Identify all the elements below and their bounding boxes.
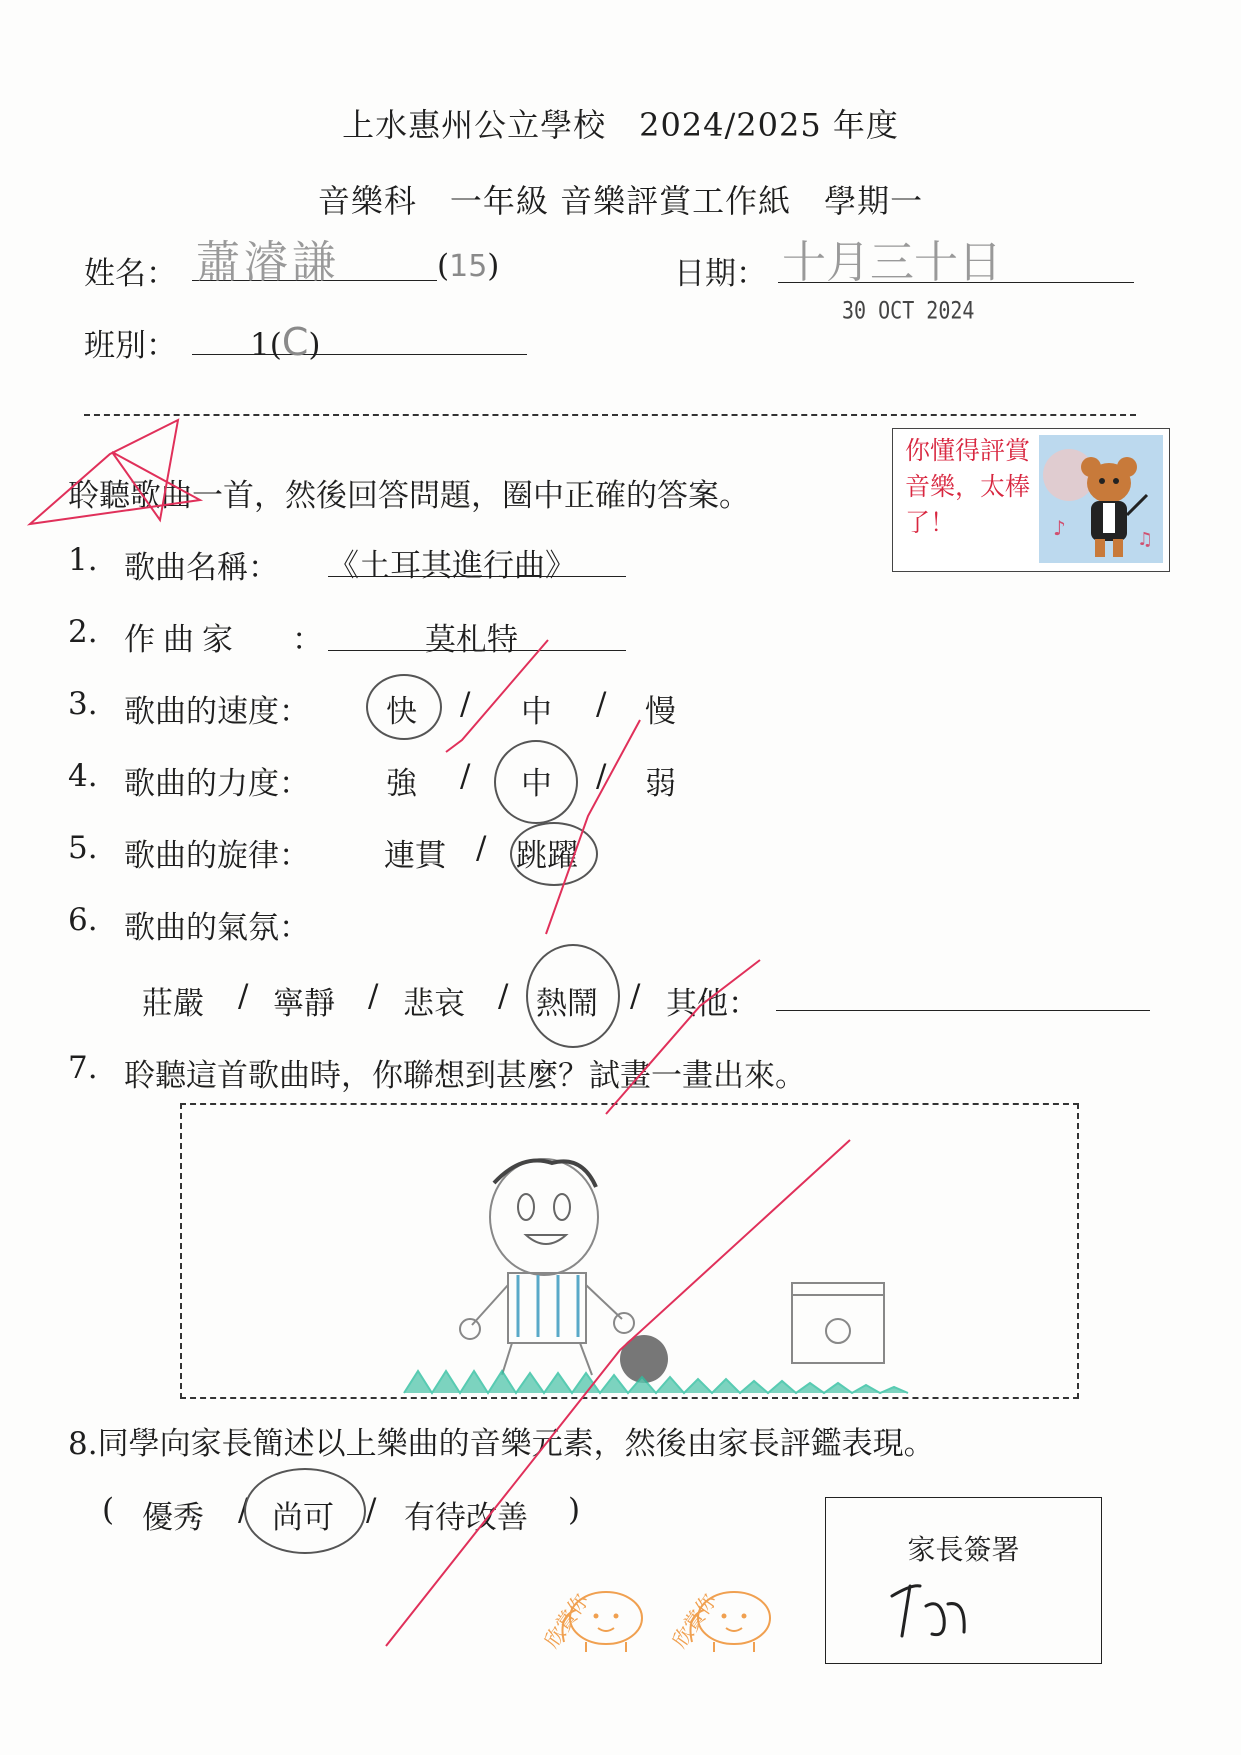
q6-slash: / <box>368 978 379 1014</box>
q3-number: 3. <box>68 686 98 722</box>
q6-slash: / <box>630 978 641 1014</box>
q5-option-smooth: 連貫 <box>384 838 446 874</box>
q2-answer: 莫札特 <box>425 622 518 658</box>
q4-label: 歌曲的力度： <box>124 766 310 802</box>
parent-signature-label: 家長簽署 <box>907 1533 1020 1566</box>
parent-signature <box>886 1576 986 1646</box>
q4-option-strong: 強 <box>386 766 417 802</box>
date-handwritten: 十月三十日 <box>782 237 1002 288</box>
q6-slash: / <box>238 978 249 1014</box>
class-number-value: 15 <box>449 249 488 284</box>
q2-label: 作曲家 <box>124 622 241 658</box>
q8-paren-close: ) <box>568 1492 581 1528</box>
q4-slash: / <box>596 758 607 794</box>
q4-answer-circle <box>494 740 578 824</box>
q5-answer-circle <box>510 822 598 886</box>
parent-signature-box <box>825 1497 1102 1664</box>
praise-sticker <box>892 428 1170 572</box>
praise-stamp-1 <box>536 1566 656 1660</box>
q8-text: 同學向家長簡述以上樂曲的音樂元素，然後由家長評鑑表現。 <box>97 1426 935 1462</box>
q5-slash: / <box>476 830 487 866</box>
q4-slash: / <box>460 758 471 794</box>
q7-label: 聆聽這首歌曲時，你聯想到甚麼？試畫一畫出來。 <box>124 1058 806 1094</box>
date-stamp: 30 OCT 2024 <box>842 295 975 325</box>
q8-slash: / <box>238 1492 249 1528</box>
q3-slash: / <box>596 686 607 722</box>
stamp-text-2: 欣賞你 <box>667 1589 722 1653</box>
stamp-text-1: 欣賞你 <box>539 1589 594 1653</box>
class-grade: 1 <box>250 327 270 363</box>
q5-label: 歌曲的旋律： <box>124 838 310 874</box>
class-letter: C <box>281 320 309 364</box>
svg-text:♪: ♪ <box>1053 516 1066 540</box>
q7-number: 7. <box>68 1050 98 1086</box>
q6-option-sad: 悲哀 <box>403 986 465 1022</box>
q6-other-line <box>776 1010 1150 1011</box>
drawing-box <box>180 1103 1079 1399</box>
q3-option-medium: 中 <box>521 694 552 730</box>
q6-answer-circle <box>526 944 620 1048</box>
q1-answer: 《土耳其進行曲》 <box>328 548 576 584</box>
q6-label: 歌曲的氣氛： <box>124 910 310 946</box>
q5-number: 5. <box>68 830 98 866</box>
q6-option-calm: 寧靜 <box>273 986 335 1022</box>
date-label: 日期： <box>674 256 767 292</box>
mouse-conductor-icon <box>1039 435 1163 563</box>
q3-option-fast: 快 <box>386 694 417 730</box>
class-value: 1(C) <box>250 320 321 364</box>
q8-option-excellent: 優秀 <box>142 1500 204 1536</box>
svg-text:♫: ♫ <box>1137 529 1154 550</box>
q8-slash: / <box>366 1492 377 1528</box>
q4-option-medium: 中 <box>521 766 552 802</box>
q3-option-slow: 慢 <box>645 694 676 730</box>
praise-stamp-2 <box>664 1566 784 1660</box>
q6-number: 6. <box>68 902 98 938</box>
q2-number: 2. <box>68 614 98 650</box>
q8-answer-circle <box>244 1468 366 1554</box>
q6-slash: / <box>498 978 509 1014</box>
q1-number: 1. <box>68 542 98 578</box>
class-line <box>192 354 527 355</box>
q3-label: 歌曲的速度： <box>124 694 310 730</box>
q8-paren-open: ( <box>102 1492 115 1528</box>
student-drawing <box>182 1105 1077 1397</box>
divider <box>84 414 1136 416</box>
q3-slash: / <box>460 686 471 722</box>
instruction: 聆聽歌曲一首，然後回答問題，圈中正確的答案。 <box>68 478 750 514</box>
class-label: 班別： <box>84 328 177 364</box>
sticker-text: 你懂得評賞音樂，太棒了！ <box>905 436 1031 537</box>
q5-option-jumpy: 跳躍 <box>516 838 578 874</box>
q8-label <box>68 1418 935 1463</box>
q8-number: 8. <box>68 1426 98 1462</box>
q3-answer-circle <box>366 674 442 740</box>
name-label: 姓名： <box>84 256 177 292</box>
school-title: 上水惠州公立學校 2024/2025 年度 <box>342 106 899 144</box>
q1-label: 歌曲名稱： <box>124 550 279 586</box>
q8-option-improve: 有待改善 <box>404 1500 528 1536</box>
q6-option-solemn: 莊嚴 <box>142 986 204 1022</box>
name-handwritten: 蕭濬謙 <box>196 237 340 288</box>
q2-colon: ： <box>292 622 323 658</box>
q8-option-fair: 尚可 <box>272 1500 334 1536</box>
q6-option-lively: 熱鬧 <box>536 986 598 1022</box>
worksheet-subtitle: 音樂科 一年級 音樂評賞工作紙 學期一 <box>317 182 924 220</box>
class-number-paren: (15) <box>437 248 500 284</box>
q4-option-weak: 弱 <box>645 766 676 802</box>
q4-number: 4. <box>68 758 98 794</box>
q6-option-other: 其他： <box>666 986 759 1022</box>
